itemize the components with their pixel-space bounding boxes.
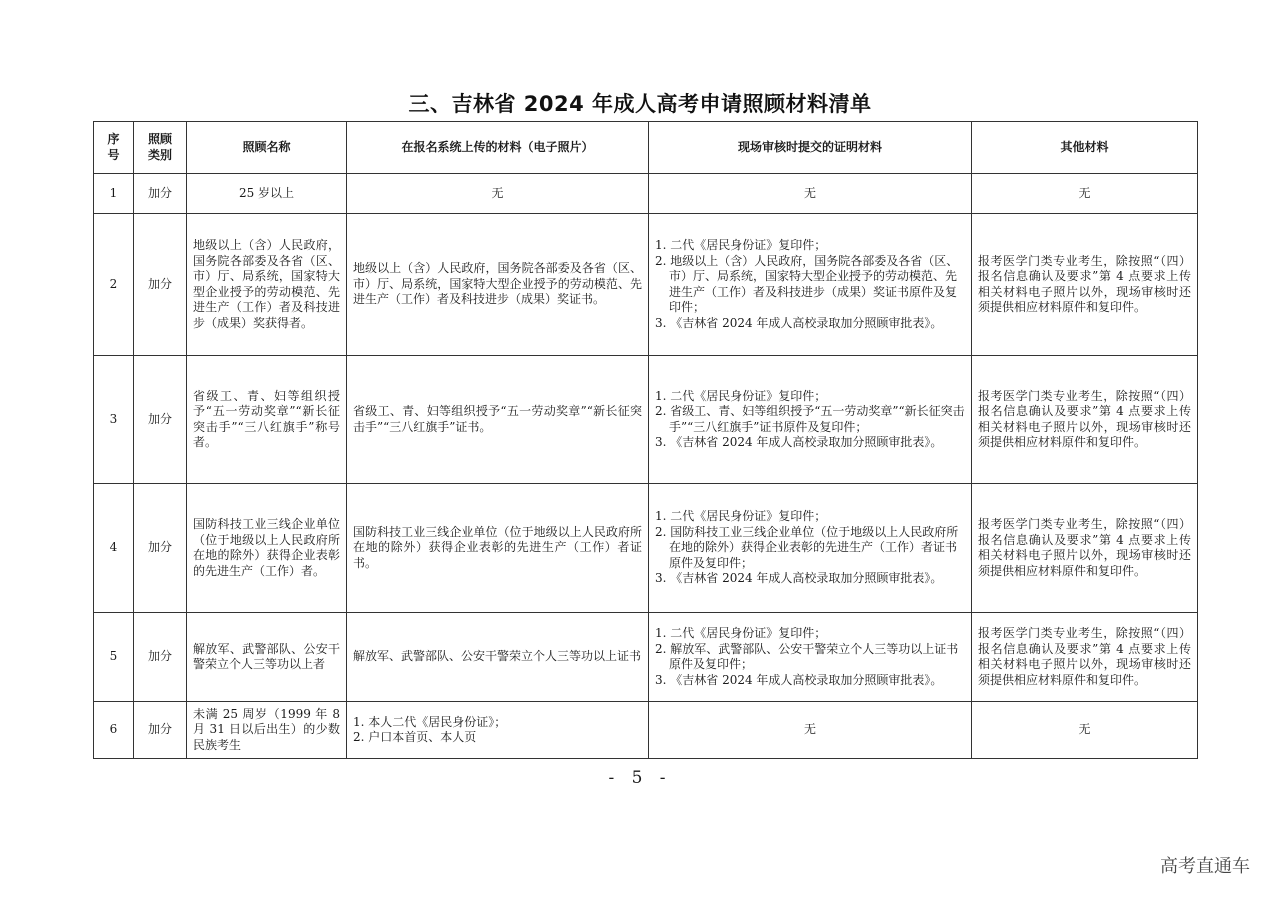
header-other: 其他材料 [972, 122, 1198, 174]
cell-upload: 国防科技工业三线企业单位（位于地级以上人民政府所在地的除外）获得企业表彰的先进生产（工作）者证书。 [347, 484, 649, 613]
cell-type: 加分 [134, 174, 187, 214]
cell-onsite [649, 613, 972, 702]
cell-type: 加分 [134, 613, 187, 702]
upload-list [353, 715, 642, 746]
cell-no: 1 [94, 174, 134, 214]
list-item: 2. 解放军、武警部队、公安干警荣立个人三等功以上证书原件及复印件； [655, 641, 959, 671]
cell-name: 解放军、武警部队、公安干警荣立个人三等功以上者 [187, 613, 347, 702]
table-row [94, 174, 1198, 214]
cell-name: 未满 25 周岁（1999 年 8 月 31 日以后出生）的少数民族考生 [187, 702, 347, 759]
cell-upload: 省级工、青、妇等组织授予“五一劳动奖章”“新长征突击手”“三八红旗手”证书。 [347, 356, 649, 484]
table-row [94, 702, 1198, 759]
cell-onsite: 无 [649, 174, 972, 214]
cell-other: 报考医学门类专业考生，除按照“（四）报名信息确认及要求”第 4 点要求上传相关材料电子照片以外，现场审核时还须提供相应材料原件和复印件。 [972, 356, 1198, 484]
cell-upload: 无 [347, 174, 649, 214]
header-type: 照顾 类别 [134, 122, 187, 174]
cell-other: 无 [972, 702, 1198, 759]
cell-name: 25 岁以上 [187, 174, 347, 214]
table-header-row [94, 122, 1198, 174]
list-item: 3. 《吉林省 2024 年成人高校录取加分照顾审批表》。 [655, 315, 943, 330]
cell-other: 报考医学门类专业考生，除按照“（四）报名信息确认及要求”第 4 点要求上传相关材料电子照片以外，现场审核时还须提供相应材料原件和复印件。 [972, 214, 1198, 356]
cell-no: 6 [94, 702, 134, 759]
cell-onsite: 无 [649, 702, 972, 759]
cell-other: 无 [972, 174, 1198, 214]
list-item: 2. 地级以上（含）人民政府，国务院各部委及各省（区、市）厅、局系统，国家特大型企业授予的劳动模范、先进生产（工作）者及科技进步（成果）奖证书原件及复印件； [655, 253, 959, 314]
list-item: 2. 国防科技工业三线企业单位（位于地级以上人民政府所在地的除外）获得企业表彰的先进生产（工作）者证书原件及复印件； [655, 524, 959, 570]
list-item: 1. 本人二代《居民身份证》； [353, 714, 507, 729]
cell-type: 加分 [134, 484, 187, 613]
list-item: 2. 省级工、青、妇等组织授予“五一劳动奖章”“新长征突击手”“三八红旗手”证书原件及复印件； [655, 404, 965, 434]
cell-no: 4 [94, 484, 134, 613]
cell-type: 加分 [134, 356, 187, 484]
page-title: 三、吉林省 2024 年成人高考申请照顾材料清单 [408, 92, 872, 116]
header-upload: 在报名系统上传的材料（电子照片） [347, 122, 649, 174]
cell-type: 加分 [134, 214, 187, 356]
table-row [94, 484, 1198, 613]
cell-name: 国防科技工业三线企业单位（位于地级以上人民政府所在地的除外）获得企业表彰的先进生产（工作）者。 [187, 484, 347, 613]
list-item: 2. 户口本首页、本人页 [353, 730, 477, 744]
cell-other: 报考医学门类专业考生，除按照“（四）报名信息确认及要求”第 4 点要求上传相关材料电子照片以外，现场审核时还须提供相应材料原件和复印件。 [972, 484, 1198, 613]
cell-upload: 解放军、武警部队、公安干警荣立个人三等功以上证书 [347, 613, 649, 702]
onsite-list [655, 626, 965, 688]
cell-no: 3 [94, 356, 134, 484]
table-row [94, 356, 1198, 484]
watermark-text: 高考直通车 [1160, 856, 1250, 877]
cell-onsite [649, 356, 972, 484]
list-item: 1. 二代《居民身份证》复印件； [655, 626, 827, 640]
cell-onsite [649, 484, 972, 613]
cell-upload: 地级以上（含）人民政府，国务院各部委及各省（区、市）厅、局系统，国家特大型企业授予的劳动模范、先进生产（工作）者及科技进步（成果）奖证书。 [347, 214, 649, 356]
list-item: 1. 二代《居民身份证》复印件； [655, 388, 827, 403]
header-no: 序 号 [94, 122, 134, 174]
cell-no: 2 [94, 214, 134, 356]
list-item: 3. 《吉林省 2024 年成人高校录取加分照顾审批表》。 [655, 672, 943, 687]
cell-name: 省级工、青、妇等组织授予“五一劳动奖章”“新长征突击手”“三八红旗手”称号者。 [187, 356, 347, 484]
list-item: 1. 二代《居民身份证》复印件； [655, 509, 827, 524]
onsite-list [655, 509, 965, 587]
header-name: 照顾名称 [187, 122, 347, 174]
table-row [94, 214, 1198, 356]
materials-table [93, 121, 1198, 759]
onsite-list [655, 238, 965, 331]
cell-upload [347, 702, 649, 759]
header-onsite: 现场审核时提交的证明材料 [649, 122, 972, 174]
cell-other: 报考医学门类专业考生，除按照“（四）报名信息确认及要求”第 4 点要求上传相关材料电子照片以外，现场审核时还须提供相应材料原件和复印件。 [972, 613, 1198, 702]
cell-type: 加分 [134, 702, 187, 759]
table-row [94, 613, 1198, 702]
list-item: 3. 《吉林省 2024 年成人高校录取加分照顾审批表》。 [655, 435, 943, 449]
list-item: 3. 《吉林省 2024 年成人高校录取加分照顾审批表》。 [655, 571, 943, 586]
onsite-list [655, 389, 965, 451]
cell-name: 地级以上（含）人民政府，国务院各部委及各省（区、市）厅、局系统，国家特大型企业授予的劳动模范、先进生产（工作）者及科技进步（成果）奖获得者。 [187, 214, 347, 356]
list-item: 1. 二代《居民身份证》复印件； [655, 238, 827, 252]
cell-onsite [649, 214, 972, 356]
page-number: - 5 - [608, 768, 672, 788]
cell-no: 5 [94, 613, 134, 702]
